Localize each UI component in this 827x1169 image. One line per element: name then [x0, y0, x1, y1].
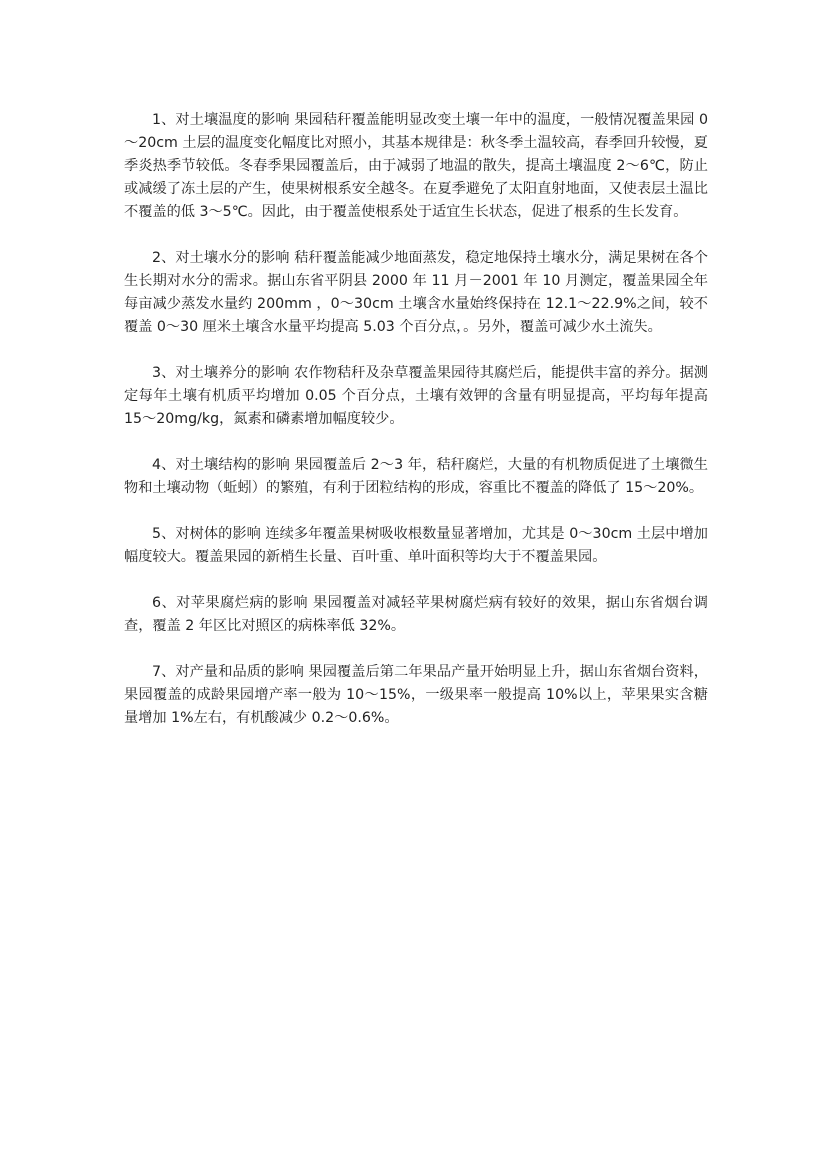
- paragraph-tree-body: 5、对树体的影响 连续多年覆盖果树吸收根数量显著增加，尤其是 0～30cm 土层中增加幅度较大。覆盖果园的新梢生长量、百叶重、单叶面积等均大于不覆盖果园。: [124, 526, 708, 565]
- paragraph-apple-canker: 6、对苹果腐烂病的影响 果园覆盖对减轻苹果树腐烂病有较好的效果，据山东省烟台调查，覆盖 2 年区比对照区的病株率低 32%。: [124, 595, 708, 634]
- paragraph-soil-structure: 4、对土壤结构的影响 果园覆盖后 2～3 年，秸秆腐烂，大量的有机物质促进了土壤微生物和土壤动物（蚯蚓）的繁殖，有利于团粒结构的形成，容重比不覆盖的降低了 15～20%。: [124, 457, 708, 496]
- paragraph-soil-moisture: 2、对土壤水分的影响 秸秆覆盖能减少地面蒸发，稳定地保持土壤水分，满足果树在各个生长期对水分的需求。据山东省平阴县 2000 年 11 月－2001 年 10 月测定，覆盖果园全年每亩减少蒸发水量约 200mm ，0～30cm 土壤含水量始终保持在 12.1～22.9%之间，较不覆盖 0～30 厘米土壤含水量平均提高 5.03 个百分点，。另外，覆盖可减少水土流失。: [124, 250, 708, 335]
- document-body: [124, 109, 708, 753]
- paragraph-yield-quality: 7、对产量和品质的影响 果园覆盖后第二年果品产量开始明显上升，据山东省烟台资料，果园覆盖的成龄果园增产率一般为 10～15%，一级果率一般提高 10%以上，苹果果实含糖量增加 1%左右，有机酸减少 0.2～0.6%。: [124, 664, 708, 726]
- paragraph-soil-temperature: 1、对土壤温度的影响 果园秸秆覆盖能明显改变土壤一年中的温度，一般情况覆盖果园 0～20cm 土层的温度变化幅度比对照小，其基本规律是：秋冬季土温较高，春季回升较慢，夏季炎热季节较低。冬春季果园覆盖后，由于减弱了地温的散失，提高土壤温度 2～6℃，防止或减缓了冻土层的产生，使果树根系安全越冬。在夏季避免了太阳直射地面，又使表层土温比不覆盖的低 3～5℃。因此，由于覆盖使根系处于适宜生长状态，促进了根系的生长发育。: [124, 112, 708, 220]
- paragraph-soil-nutrients: 3、对土壤养分的影响 农作物秸秆及杂草覆盖果园待其腐烂后，能提供丰富的养分。据测定每年土壤有机质平均增加 0.05 个百分点，土壤有效钾的含量有明显提高，平均每年提高 15～20mg/kg，氮素和磷素增加幅度较少。: [124, 365, 708, 427]
